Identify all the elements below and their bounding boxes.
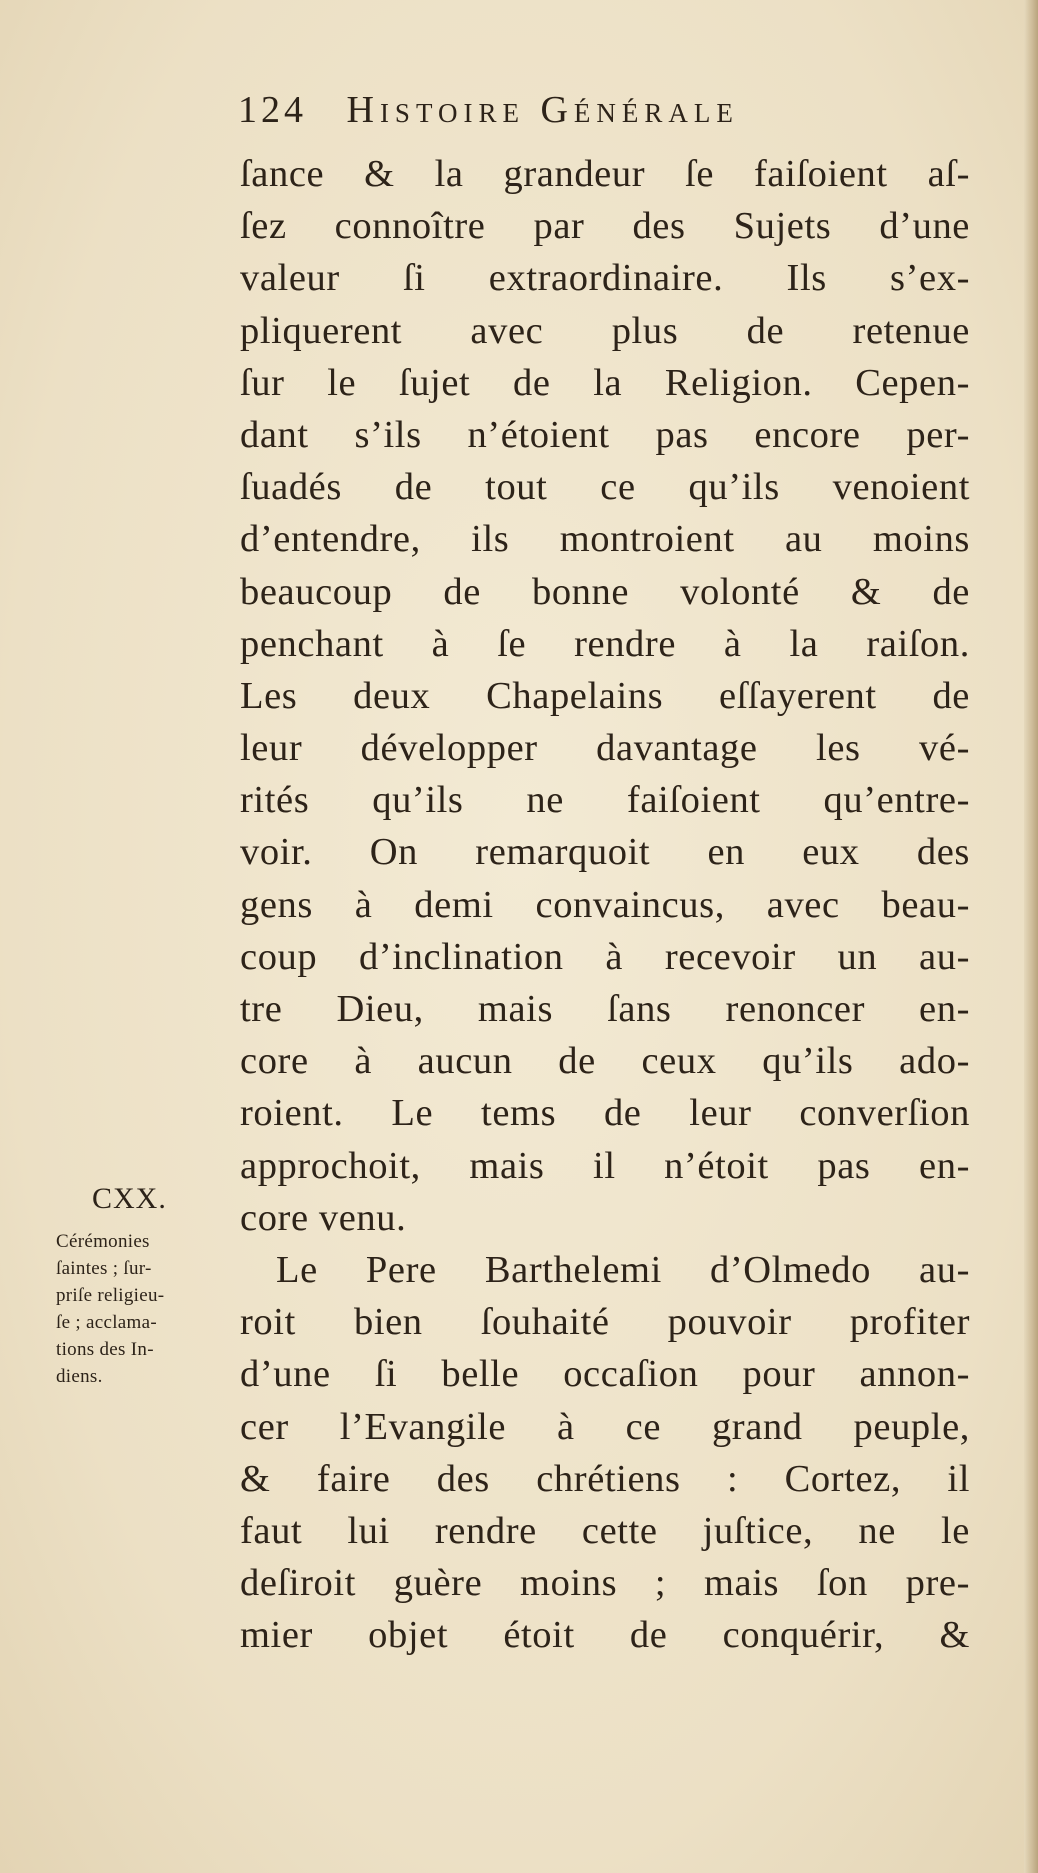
text-line: tre Dieu, mais ſans renoncer en-	[240, 988, 970, 1030]
text-line: deſiroit guère moins ; mais ſon pre-	[240, 1562, 970, 1605]
text-line: ſuadés de tout ce qu’ils venoient	[240, 466, 970, 509]
text-line: core à aucun de ceux qu’ils ado-	[240, 1040, 970, 1083]
text-line: d’une ſi belle occaſion pour annon-	[240, 1353, 970, 1396]
marginal-note-line: priſe religieu-	[56, 1285, 165, 1306]
marginal-note	[56, 1228, 242, 1390]
text-line: roit bien ſouhaité pouvoir profiter	[240, 1301, 970, 1344]
marginal-note-line: ſaintes ; ſur-	[56, 1258, 152, 1279]
text-line: beaucoup de bonne volonté & de	[240, 570, 970, 613]
text-line: ſez connoître par des Sujets d’une	[240, 205, 970, 248]
marginal-note-line: Cérémonies	[56, 1231, 150, 1252]
text-line: Les deux Chapelains eſſayerent de	[240, 674, 970, 717]
text-line: cer l’Evangile à ce grand peuple,	[240, 1405, 970, 1448]
text-line: valeur ſi extraordinaire. Ils s’ex-	[240, 257, 970, 300]
marginal-note-line: diens.	[56, 1366, 103, 1387]
text-line: core venu.	[240, 1196, 407, 1239]
marginal-note-line: tions des In-	[56, 1339, 154, 1360]
text-line: & faire des chrétiens : Cortez, il	[240, 1457, 970, 1500]
page-number: 124	[238, 89, 307, 131]
text-line: coup d’inclination à recevoir un au-	[240, 935, 970, 978]
text-line: approchoit, mais il n’étoit pas en-	[240, 1144, 970, 1187]
text-line: dant s’ils n’étoient pas encore per-	[240, 413, 970, 456]
text-line: ſur le ſujet de la Religion. Cepen-	[240, 361, 970, 404]
text-line: leur développer davantage les vé-	[240, 727, 970, 770]
text-line: rités qu’ils ne faiſoient qu’entre-	[240, 779, 970, 822]
text-line: ſance & la grandeur ſe faiſoient aſ-	[240, 153, 970, 195]
page-header	[238, 88, 918, 138]
body-text	[240, 148, 970, 1661]
text-line: voir. On remarquoit en eux des	[240, 831, 970, 874]
text-line: roient. Le tems de leur converſion	[240, 1092, 970, 1135]
section-number: CXX.	[92, 1182, 167, 1215]
text-line: gens à demi convaincus, avec beau-	[240, 883, 970, 926]
text-line: penchant à ſe rendre à la raiſon.	[240, 622, 970, 665]
marginal-note-line: ſe ; acclama-	[56, 1312, 157, 1333]
text-line: d’entendre, ils montroient au moins	[240, 518, 970, 561]
running-title: Histoire Générale	[346, 89, 739, 131]
text-line: Le Pere Barthelemi d’Olmedo au-	[276, 1248, 970, 1291]
text-line: faut lui rendre cette juſtice, ne le	[240, 1509, 970, 1552]
page-edge-shadow	[1024, 0, 1038, 1873]
text-line: mier objet étoit de conquérir, &	[240, 1614, 970, 1657]
text-line: pliquerent avec plus de retenue	[240, 309, 970, 352]
